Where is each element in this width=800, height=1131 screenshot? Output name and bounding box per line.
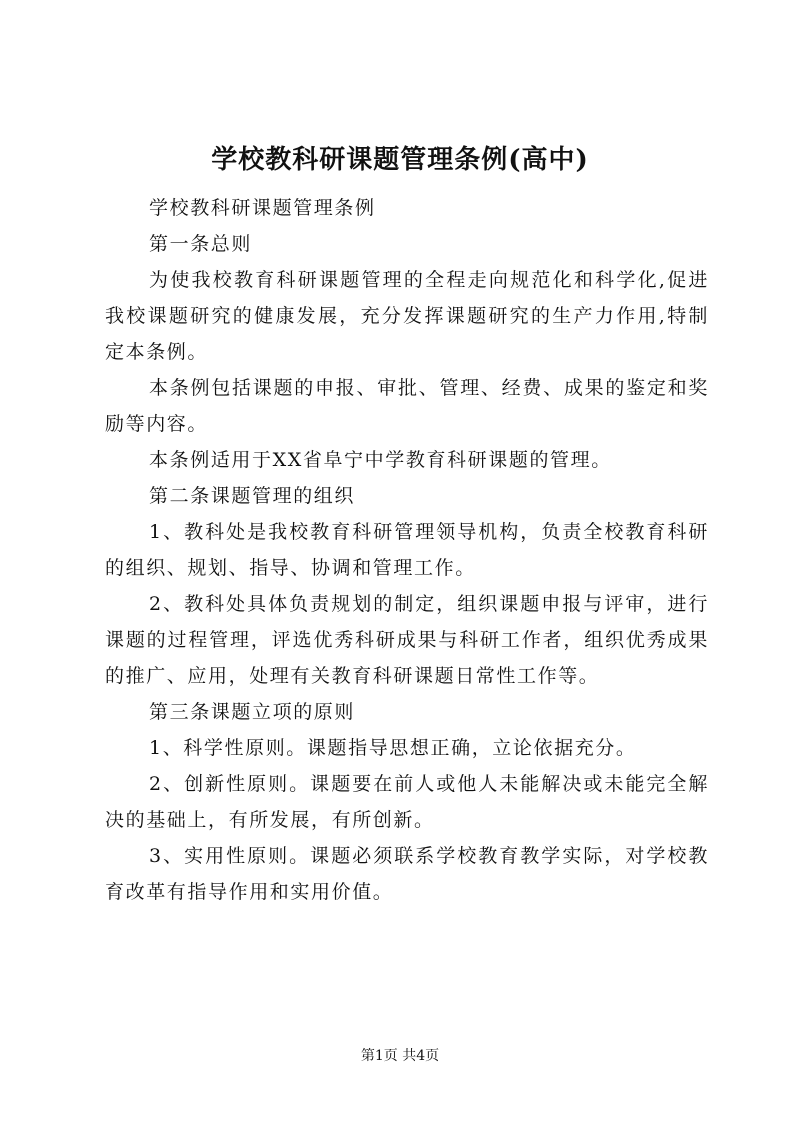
- paragraph-item-3-3: 3、实用性原则。课题必须联系学校教育教学实际，对学校教育改革有指导作用和实用价值。: [105, 845, 709, 903]
- document-body: [105, 190, 709, 910]
- paragraph-article-2-heading: 第二条课题管理的组织: [149, 485, 356, 507]
- paragraph-item-2-1: 1、教科处是我校教育科研管理领导机构，负责全校教育科研的组织、规划、指导、协调和管理工作。: [105, 521, 709, 579]
- paragraph-applicability: 本条例适用于XX省阜宁中学教育科研课题的管理。: [149, 449, 612, 471]
- paragraph-article-1-heading: 第一条总则: [149, 233, 253, 255]
- paragraph-item-3-2: 2、创新性原则。课题要在前人或他人未能解决或未能完全解决的基础上，有所发展，有所创新。: [105, 773, 709, 831]
- paragraph-subtitle: 学校教科研课题管理条例: [149, 197, 376, 219]
- paragraph-item-3-1: 1、科学性原则。课题指导思想正确，立论依据充分。: [149, 737, 637, 759]
- paragraph-purpose: 为使我校教育科研课题管理的全程走向规范化和科学化,促进我校课题研究的健康发展，充分发挥课题研究的生产力作用,特制定本条例。: [105, 269, 709, 363]
- paragraph-item-2-2: 2、教科处具体负责规划的制定，组织课题申报与评审，进行课题的过程管理，评选优秀科研成果与科研工作者，组织优秀成果的推广、应用，处理有关教育科研课题日常性工作等。: [105, 593, 709, 687]
- paragraph-article-3-heading: 第三条课题立项的原则: [149, 701, 356, 723]
- page-footer: 第1页 共4页: [360, 1048, 440, 1064]
- document-title: 学校教科研课题管理条例(高中): [211, 145, 589, 175]
- paragraph-scope-content: 本条例包括课题的申报、审批、管理、经费、成果的鉴定和奖励等内容。: [105, 377, 709, 435]
